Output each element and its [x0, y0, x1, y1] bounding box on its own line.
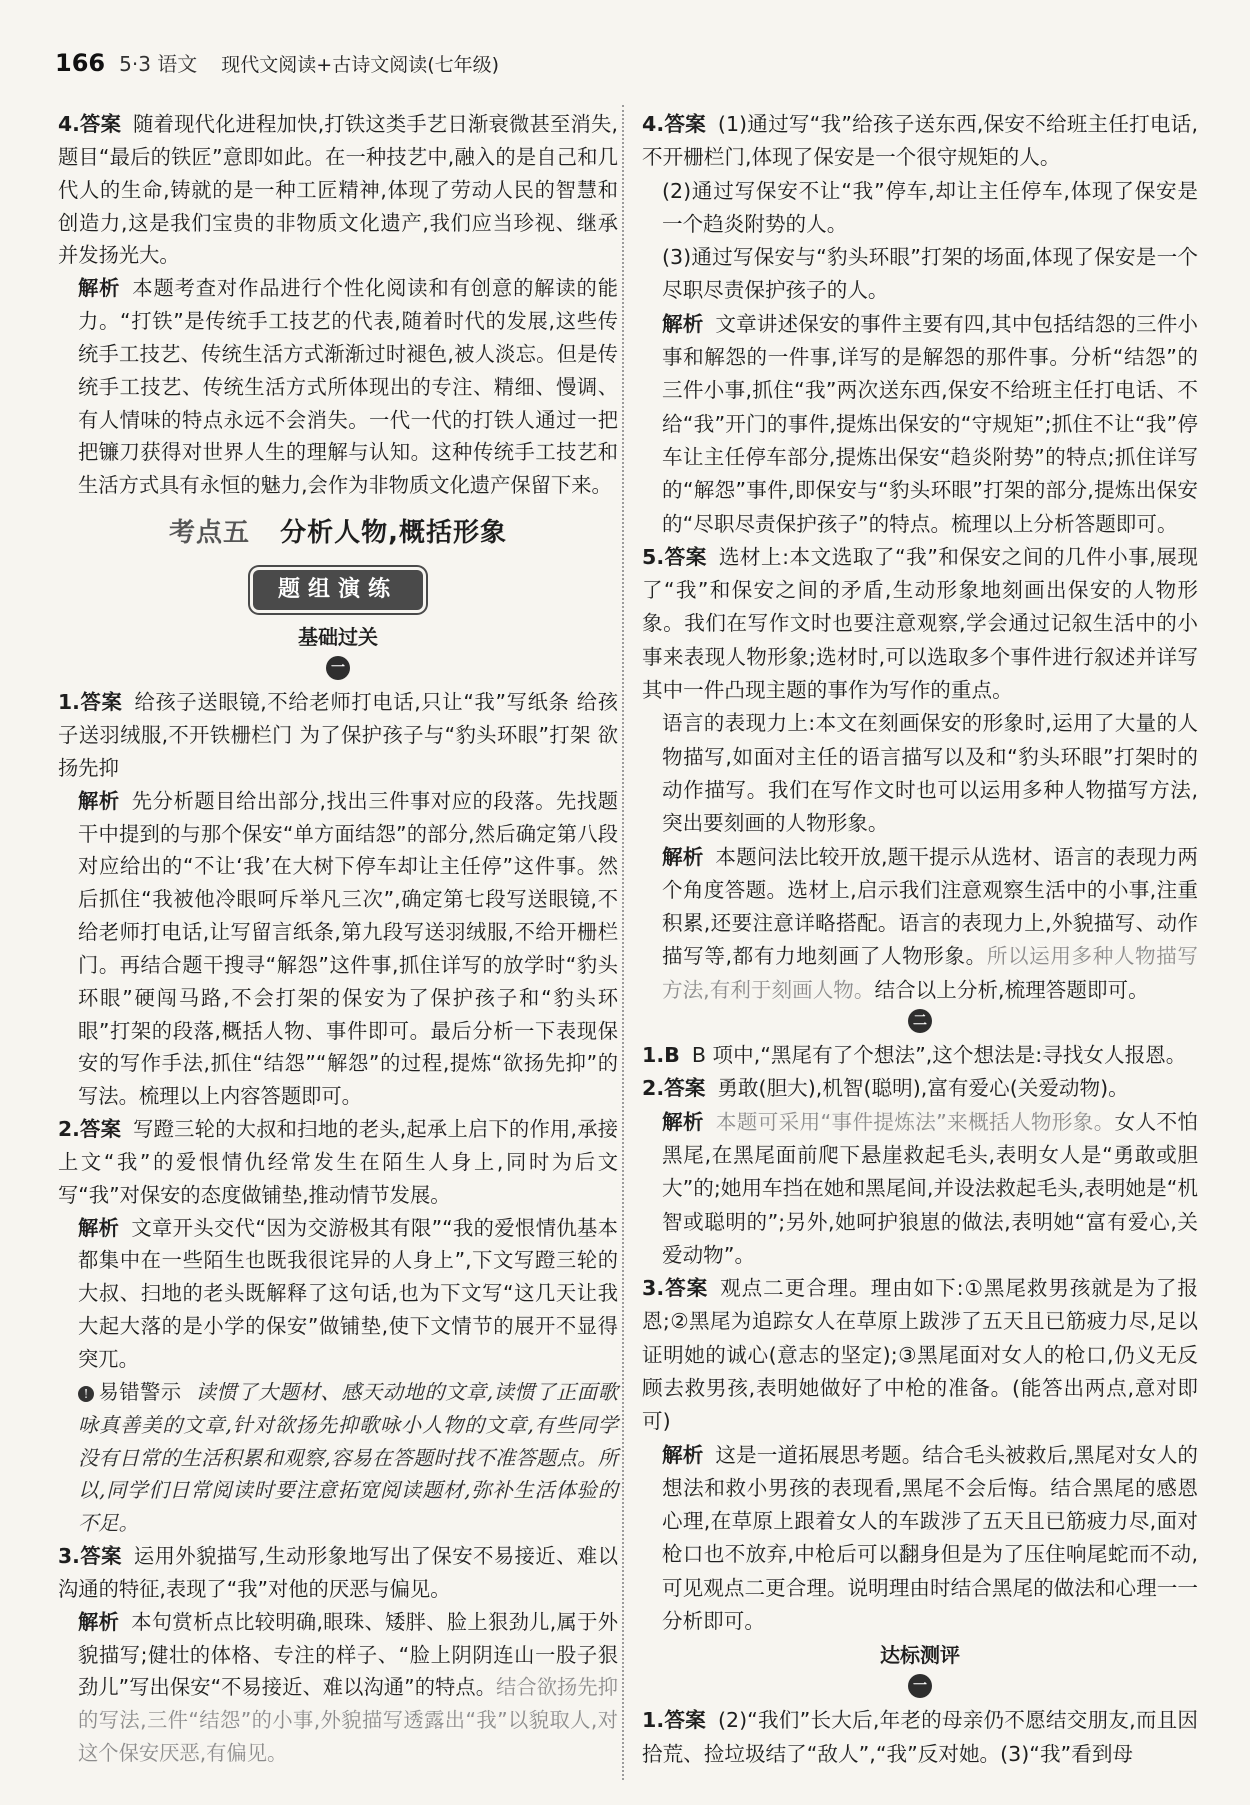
analysis-text: 文章讲述保安的事件主要有四,其中包括结怨的三件小事和解怨的一件事,详写的是解怨的那件事。分析“结怨”的三件小事,抓住“我”两次送东西,保安不给班主任打电话、不给“我”开门的事件,提炼出保安的“守规矩”;抓住不让“我”停车让主任停车部分,提炼出保安“趋炎附势”的特点;抓住详写的“解怨”事件,即保安与“豹头环眼”打架的部分,提炼出保安的“尽职尽责保护孩子”的特点。梳理以上分析答题即可。	[662, 311, 1199, 536]
warning-text: 读惯了大题材、感天动地的文章,读惯了正面歌咏真善美的文章,针对欲扬先抑歌咏小人物的文章,有些同学没有日常的生活积累和观察,容易在答题时找不准答题点。所以,同学们日常阅读时要注意拓宽阅读题材,弥补生活体验的不足。	[78, 1379, 618, 1536]
answer-text: 写蹬三轮的大叔和扫地的老头,起承上启下的作用,承接上文“我”的爱恨情仇经常发生在陌生人身上,同时为后文写“我”对保安的态度做铺垫,推动情节发展。	[58, 1117, 618, 1207]
analysis-label: 解析	[662, 844, 704, 869]
book-title: 5·3 语文	[119, 52, 198, 76]
answer-text: (2)“我们”长大后,年老的母亲仍不愿结交朋友,而且因拾荒、捡垃圾结了“敌人”,“我”反对她。(3)“我”看到母	[642, 1708, 1199, 1766]
answer-text-3: (3)通过写保安与“豹头环眼”打架的场面,体现了保安是一个尽职尽责保护孩子的人。	[662, 245, 1198, 303]
answer-text: B 项中,“黑尾有了个想法”,这个想法是:寻找女人报恩。	[691, 1043, 1187, 1068]
question-number: 1.	[642, 1708, 665, 1733]
left-q2	[58, 1113, 618, 1540]
answer-label: 答案	[664, 1076, 706, 1101]
group-two-badge: 二	[908, 1009, 932, 1033]
analysis-label: 解析	[78, 1215, 120, 1240]
analysis-text: 这是一道拓展思考题。结合毛头被救后,黑尾对女人的想法和救小男孩的表现看,黑尾不会后悔。结合黑尾的感恩心理,在草原上跟着女人的车跋涉了五天且已筋疲力尽,面对枪口也不放弃,中枪后可以翻身但是为了压住响尾蛇而不动,可见观点二更合理。说明理由时结合黑尾的做法和心理一一分析即可。	[662, 1442, 1199, 1634]
book-subtitle: 现代文阅读+古诗文阅读(七年级)	[221, 54, 500, 76]
question-number: 1.	[58, 690, 80, 715]
practice-banner: 题组演练	[253, 570, 423, 610]
answer-label: 答案	[664, 112, 706, 136]
analysis-text-end: 结合以上分析,梳理答题即可。	[874, 977, 1149, 1002]
left-q1	[58, 686, 618, 1113]
left-q3	[58, 1540, 618, 1770]
right-column	[642, 108, 1198, 1771]
question-number: 4.	[642, 112, 665, 136]
question-number: 2.	[58, 1117, 80, 1142]
answer-label: 答案	[79, 1117, 122, 1142]
analysis-label: 解析	[78, 1609, 120, 1634]
right-q5	[642, 541, 1198, 1007]
analysis-label: 解析	[78, 276, 121, 301]
answer-text: 观点二更合理。理由如下:①黑尾救男孩就是为了报恩;②黑尾为追踪女人在草原上跋涉了五天且已筋疲力尽,足以证明她的诚心(意志的坚定);③黑尾面对女人的枪口,仍义无反顾去救男孩,表明她做好了中枪的准备。(能答出两点,意对即可)	[642, 1276, 1198, 1434]
analysis-text-faint: 所以运用多种人物描写方法,有利于刻画人物。	[662, 944, 1199, 1002]
warning-title: 易错警示	[98, 1379, 182, 1404]
answer-letter: B	[664, 1043, 680, 1068]
answer-text: 给孩子送眼镜,不给老师打电话,只让“我”写纸条 给孩子送羽绒服,不开铁栅栏门 为了保护孩子与“豹头环眼”打架 欲扬先抑	[58, 690, 618, 780]
analysis-label: 解析	[78, 788, 120, 813]
page-number: 166	[55, 49, 106, 77]
analysis-label: 解析	[662, 311, 704, 336]
question-number: 1.	[642, 1043, 665, 1068]
group-three-badge: 一	[908, 1674, 932, 1698]
left-column	[58, 108, 618, 1770]
analysis-label: 解析	[662, 1109, 704, 1134]
answer-text: (1)通过写“我”给孩子送东西,保安不给班主任打电话,不开栅栏门,体现了保安是一个很守规矩的人。	[642, 112, 1198, 170]
question-number: 3.	[58, 1544, 80, 1569]
answer-label: 答案	[79, 112, 122, 136]
answer-text: 运用外貌描写,生动形象地写出了保安不易接近、难以沟通的特征,表现了“我”对他的厌恶与偏见。	[58, 1544, 618, 1601]
page-header	[55, 48, 499, 88]
analysis-text: 本句赏析点比较明确,眼珠、矮胖、脸上狠劲儿,属于外貌描写;健壮的体格、专注的样子、“脸上阴阴连山一股子狠劲儿”写出保安“不易接近、难以沟通”的特点。	[78, 1609, 618, 1700]
answer-label: 答案	[664, 1708, 706, 1733]
warning-note	[58, 1376, 618, 1540]
answer-text-2: 语言的表现力上:本文在刻画保安的形象时,运用了大量的人物描写,如面对主任的语言描写以及和“豹头环眼”打架时的动作描写。我们在写作文时也可以运用多种人物描写方法,突出要刻画的人物形象。	[662, 711, 1198, 836]
question-number: 3.	[642, 1276, 665, 1301]
right-s3q1	[642, 1704, 1198, 1771]
sub-heading-test: 达标测评	[880, 1643, 960, 1668]
section-heading	[58, 502, 618, 564]
analysis-text-faint: 本题可采用“事件提炼法”来概括人物形象。	[715, 1109, 1115, 1134]
section-key: 考点五	[169, 518, 251, 549]
analysis-text: 本题考查对作品进行个性化阅读和有创意的解读的能力。“打铁”是传统手工技艺的代表,随着时代的发展,这些传统手工技艺、传统生活方式渐渐过时褪色,被人淡忘。但是传统手工技艺、传统生活方式所体现出的专注、精细、慢调、有人情味的特点永远不会消失。一代一代的打铁人通过一把把镰刀获得对世界人生的理解与认知。这种传统手工技艺和生活方式具有永恒的魅力,会作为非物质文化遗产保留下来。	[78, 276, 618, 498]
column-divider	[622, 105, 624, 1780]
answer-label: 答案	[664, 544, 707, 569]
answer-text: 随着现代化进程加快,打铁这类手艺日渐衰微甚至消失,题目“最后的铁匠”意即如此。在一种技艺中,融入的是自己和几代人的生命,铸就的是一种工匠精神,体现了劳动人民的智慧和创造力,这是我们宝贵的非物质文化遗产,我们应当珍视、继承并发扬光大。	[58, 112, 618, 268]
analysis-text: 文章开头交代“因为交游极其有限”“我的爱恨情仇基本都集中在一些陌生也既我很诧异的人身上”,下文写蹬三轮的大叔、扫地的老头既解释了这句话,也为下文写“这几天让我大起大落的是小学的保安”做铺垫,使下文情节的展开不显得突兀。	[78, 1215, 618, 1371]
answer-label: 答案	[79, 690, 123, 715]
analysis-text-faint: 结合欲扬先抑的写法,三件“结怨”的小事,外貌描写透露出“我”以貌取人,对这个保安厌恶,有偏见。	[78, 1675, 618, 1766]
answer-label: 答案	[79, 1544, 122, 1569]
answer-text-2: (2)通过写保安不让“我”停车,却让主任停车,体现了保安是一个趋炎附势的人。	[662, 178, 1198, 236]
question-number: 2.	[642, 1076, 665, 1101]
section-title: 分析人物,概括形象	[280, 518, 507, 549]
answer-label: 答案	[664, 1276, 709, 1301]
right-s2q1	[642, 1039, 1198, 1072]
analysis-text: 先分析题目给出部分,找出三件事对应的段落。先找题干中提到的与那个保安“单方面结怨”的部分,然后确定第八段对应给出的“不让‘我’在大树下停车却让主任停”这件事。然后抓住“我被他冷眼呵斥举凡三次”,确定第七段写送眼镜,不给老师打电话,让写留言纸条,第九段写送羽绒服,不给开栅栏门。再结合题干搜寻“解怨”这件事,抓住详写的放学时“豹头环眼”硬闯马路,不会打架的保安为了保护孩子和“豹头环眼”打架的段落,概括人物、事件即可。最后分析一下表现保安的写作手法,抓住“结怨”“解怨”的过程,提炼“欲扬先抑”的写法。梳理以上内容答题即可。	[78, 788, 618, 1109]
analysis-label: 解析	[662, 1442, 704, 1467]
question-number: 4.	[58, 112, 80, 136]
right-q4	[642, 108, 1198, 541]
left-q4	[58, 108, 618, 502]
question-number: 5.	[642, 544, 665, 569]
group-one-badge: 一	[326, 656, 350, 680]
answer-text: 选材上:本文选取了“我”和保安之间的几件小事,展现了“我”和保安之间的矛盾,生动形象地刻画出保安的人物形象。我们在写作文时也要注意观察,学会通过记叙生活中的小事来表现人物形象;选材时,可以选取多个事件进行叙述并详写其中一件凸现主题的事作为写作的重点。	[642, 544, 1198, 703]
exclamation-icon: !	[78, 1386, 94, 1402]
right-s2q3	[642, 1272, 1198, 1638]
answer-text: 勇敢(胆大),机智(聪明),富有爱心(关爱动物)。	[717, 1076, 1129, 1101]
sub-heading-basic: 基础过关	[298, 625, 378, 650]
right-s2q2	[642, 1072, 1198, 1272]
analysis-text: 女人不怕黑尾,在黑尾面前爬下悬崖救起毛头,表明女人是“勇敢或胆大”的;她用车挡在她和黑尾间,并设法救起毛头,表明她是“机智或聪明的”;另外,她呵护狼崽的做法,表明她“富有爱心,关爱动物”。	[662, 1109, 1199, 1267]
analysis-text: 本题问法比较开放,题干提示从选材、语言的表现力两个角度答题。选材上,启示我们注意观察生活中的小事,注重积累,还要注意详略搭配。语言的表现力上,外貌描写、动作描写等,都有力地刻画了人物形象。	[662, 844, 1199, 969]
